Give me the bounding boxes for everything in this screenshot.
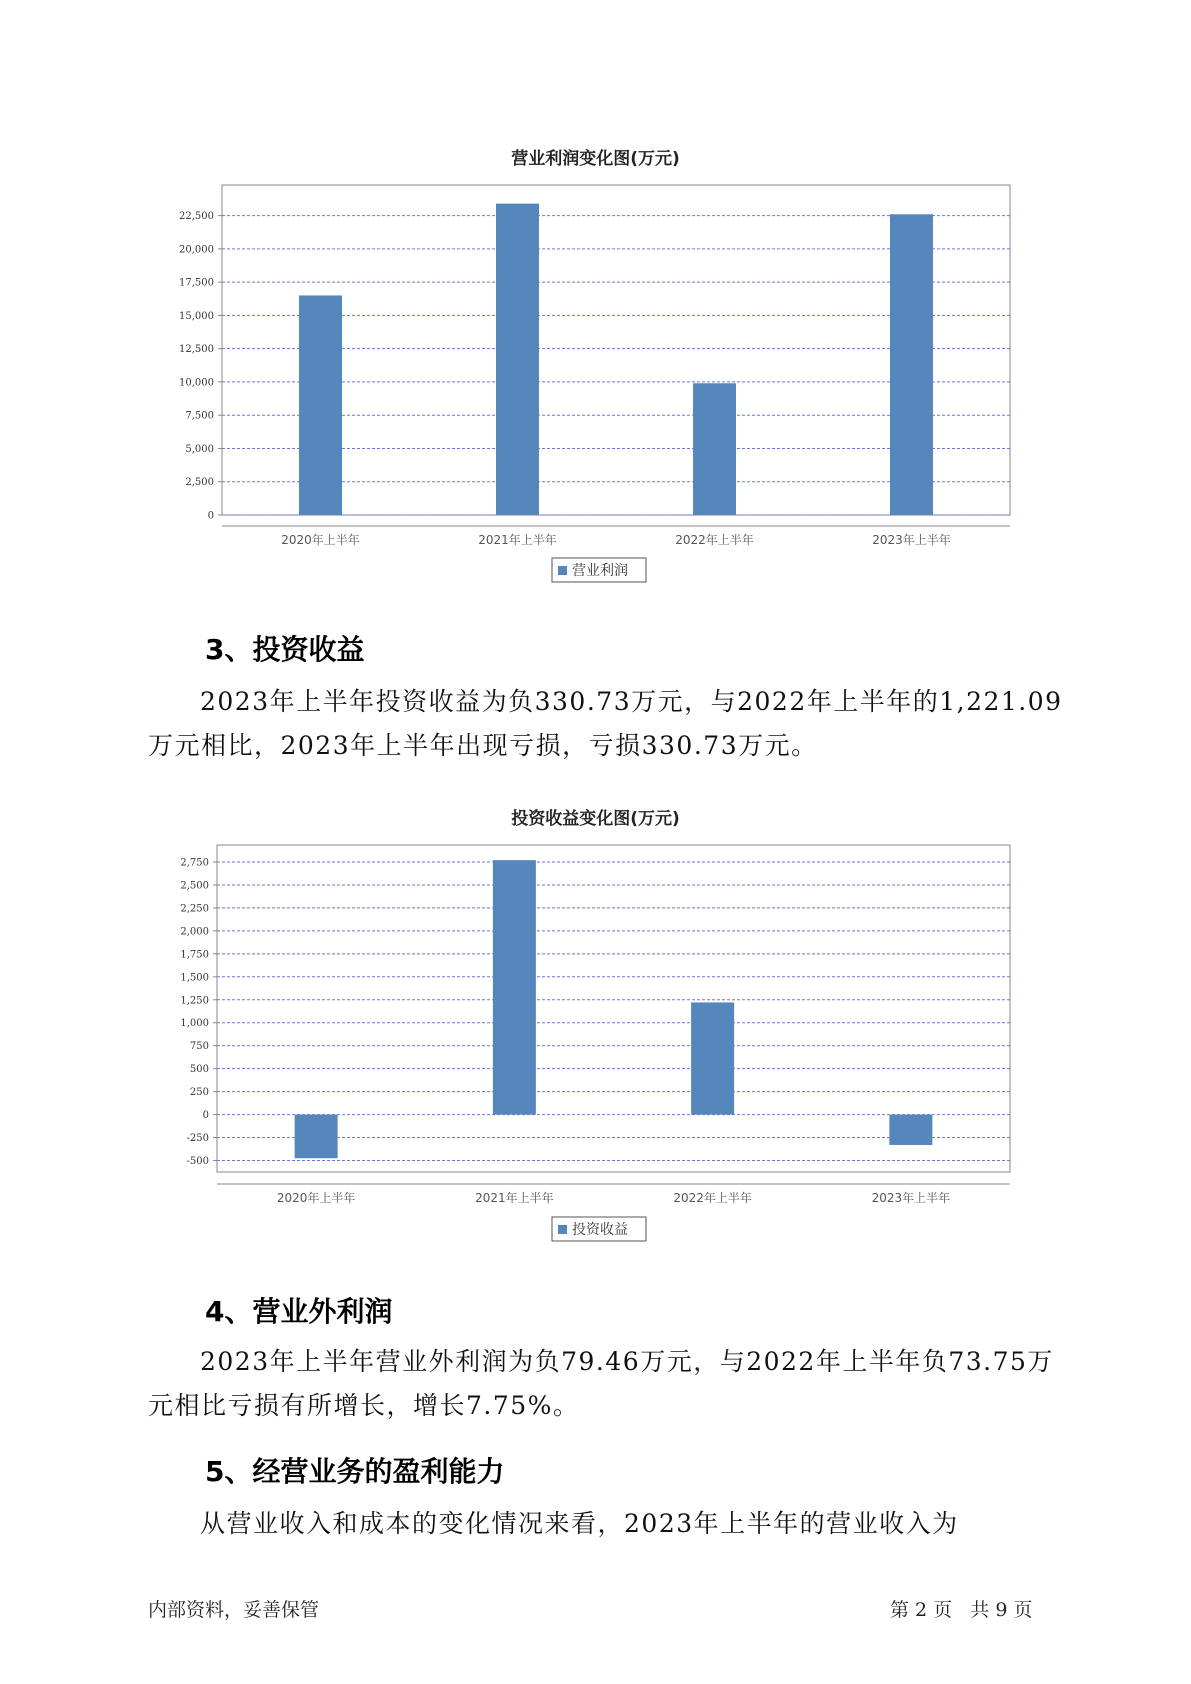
y-tick-label: 500 bbox=[189, 1064, 209, 1076]
y-tick-label: 7,500 bbox=[185, 410, 214, 422]
y-tick-label: 750 bbox=[189, 1041, 209, 1053]
y-tick-label: 20,000 bbox=[179, 244, 214, 256]
legend bbox=[552, 1217, 646, 1241]
y-tick-label: 5,000 bbox=[185, 443, 214, 455]
section-5-line-1: 从营业收入和成本的变化情况来看，2023年上半年的营业收入为 bbox=[200, 1509, 959, 1538]
y-tick-label: 2,250 bbox=[180, 903, 209, 915]
bar-3 bbox=[691, 1002, 734, 1114]
y-tick-label: 10,000 bbox=[179, 377, 214, 389]
x-category-label: 2023年上半年 bbox=[872, 533, 951, 547]
section-3-paragraph bbox=[148, 680, 1063, 768]
y-tick-label: 250 bbox=[189, 1087, 209, 1099]
section-4-heading: 4、营业外利润 bbox=[205, 1295, 393, 1328]
y-tick-label: 15,000 bbox=[179, 310, 214, 322]
bar-2 bbox=[496, 204, 539, 515]
bar-4 bbox=[889, 1115, 932, 1145]
y-tick-label: 1,000 bbox=[180, 1018, 209, 1030]
section-4-line-2: 元相比亏损有所增长，增长7.75%。 bbox=[148, 1391, 580, 1420]
y-tick-label: 17,500 bbox=[179, 277, 214, 289]
bar-2 bbox=[493, 860, 536, 1114]
y-tick-label: 12,500 bbox=[179, 344, 214, 356]
y-tick-label: 0 bbox=[207, 510, 214, 522]
y-tick-label: 2,500 bbox=[180, 880, 209, 892]
bar-3 bbox=[693, 383, 736, 515]
footer-left: 内部资料，妥善保管 bbox=[148, 1599, 320, 1621]
y-tick-label: 1,500 bbox=[180, 972, 209, 984]
x-category-label: 2021年上半年 bbox=[478, 533, 557, 547]
section-3-line-1: 2023年上半年投资收益为负330.73万元，与2022年上半年的1,221.09 bbox=[200, 687, 1063, 716]
y-tick-label: 0 bbox=[202, 1110, 209, 1122]
footer-page-number: 第 2 页 共 9 页 bbox=[890, 1599, 1033, 1621]
y-tick-label: -500 bbox=[186, 1156, 209, 1168]
chart-2-title: 投资收益变化图(万元) bbox=[511, 809, 680, 829]
legend bbox=[552, 558, 646, 582]
investment-income-chart bbox=[0, 830, 1191, 1250]
operating-profit-chart bbox=[0, 170, 1191, 640]
legend-swatch bbox=[558, 566, 567, 575]
x-category-label: 2021年上半年 bbox=[475, 1191, 554, 1205]
y-tick-label: 22,500 bbox=[179, 211, 214, 223]
y-tick-label: 1,250 bbox=[180, 995, 209, 1007]
x-category-label: 2022年上半年 bbox=[673, 1191, 752, 1205]
x-category-label: 2020年上半年 bbox=[281, 533, 360, 547]
bar-1 bbox=[295, 1115, 338, 1159]
legend-label: 投资收益 bbox=[572, 1222, 628, 1238]
chart-1-title: 营业利润变化图(万元) bbox=[511, 149, 680, 169]
x-category-label: 2022年上半年 bbox=[675, 533, 754, 547]
section-4-paragraph bbox=[148, 1340, 1054, 1428]
section-4-line-1: 2023年上半年营业外利润为负79.46万元，与2022年上半年负73.75万 bbox=[200, 1347, 1054, 1376]
y-tick-label: 2,000 bbox=[180, 926, 209, 938]
y-tick-label: 2,500 bbox=[185, 477, 214, 489]
bar-4 bbox=[890, 214, 933, 515]
section-5-heading: 5、经营业务的盈利能力 bbox=[205, 1455, 505, 1488]
section-3-heading: 3、投资收益 bbox=[205, 633, 365, 666]
y-tick-label: 1,750 bbox=[180, 949, 209, 961]
section-5-paragraph bbox=[148, 1502, 1048, 1546]
bar-1 bbox=[299, 295, 342, 515]
legend-label: 营业利润 bbox=[572, 563, 628, 579]
x-category-label: 2020年上半年 bbox=[276, 1191, 356, 1205]
legend-swatch bbox=[558, 1225, 567, 1234]
y-tick-label: 2,750 bbox=[180, 857, 209, 869]
y-tick-label: -250 bbox=[186, 1133, 209, 1145]
section-3-line-2: 万元相比，2023年上半年出现亏损，亏损330.73万元。 bbox=[148, 731, 818, 760]
x-category-label: 2023年上半年 bbox=[871, 1191, 951, 1205]
